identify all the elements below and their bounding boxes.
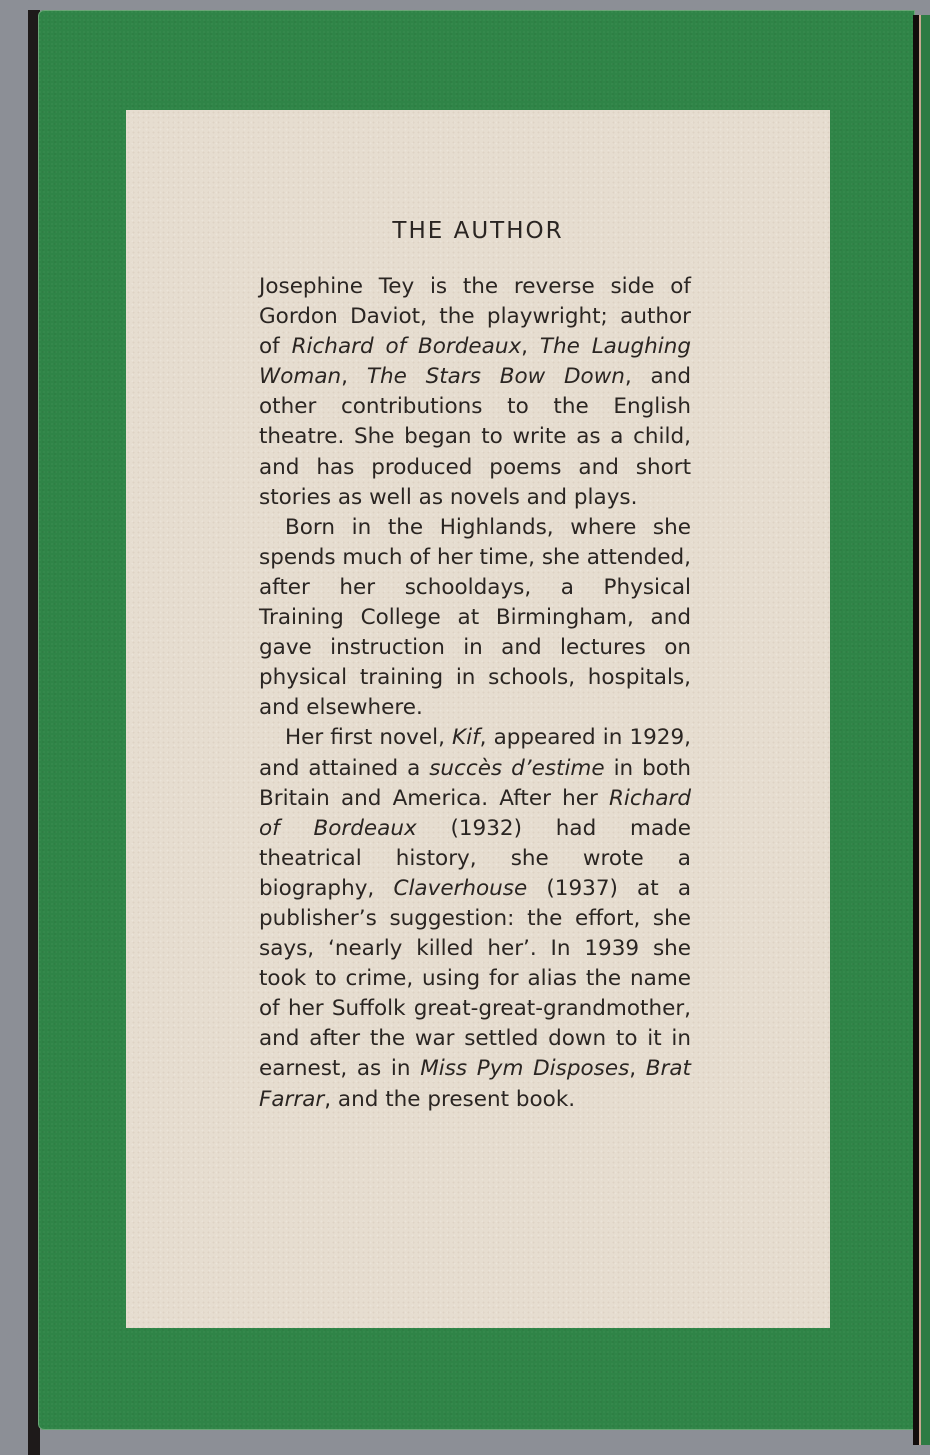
author-bio-text: [259, 272, 691, 1115]
italic-title: The Laughing Woman: [259, 334, 691, 390]
italic-title: Kif: [452, 725, 480, 751]
text-segment: ,: [341, 364, 367, 390]
author-bio-panel: [126, 110, 830, 1328]
adjacent-book-edge: [919, 15, 930, 1445]
text-segment: , and other contributions to the English theatre. She began to write as a child, and has produced poems and short stories as well as novels and plays.: [259, 364, 691, 510]
text-segment: Born in the Highlands, where she spends much of her time, she attended, after her schooldays, a Physical Training College at Birmingham, and gave instruction in and lectures on physical training in schools, hospitals, and elsewhere.: [259, 514, 691, 721]
italic-title: Richard of Bordeaux: [291, 334, 522, 360]
text-segment: , and the present book.: [324, 1086, 576, 1112]
bio-paragraph-3: [259, 723, 691, 1114]
italic-title: Brat Farrar: [259, 1056, 691, 1112]
text-segment: (1932) had made theatrical history, she wrote a biography,: [259, 815, 692, 901]
italic-title: succès d’estime: [429, 755, 605, 781]
bio-paragraph-1: [259, 272, 691, 513]
text-segment: , appeared in 1929, and attained a: [259, 725, 691, 781]
italic-title: Miss Pym Disposes: [420, 1056, 630, 1082]
text-segment: (1937) at a publisher’s suggestion: the effort, she says, ‘nearly killed her’. In 1939 she took to crime, using for alias the name of her Suffolk great-great-grandmother, and after the war settled down to it in earnest, as in: [259, 875, 691, 1082]
text-segment: Josephine Tey is the reverse side of Gordon Daviot, the playwright; author of: [259, 274, 691, 360]
text-segment: in both Britain and America. After her: [259, 755, 691, 811]
text-segment: Her first novel,: [285, 725, 453, 751]
text-segment: ,: [521, 334, 540, 360]
italic-title: Claverhouse: [393, 875, 528, 901]
bio-paragraph-2: [259, 513, 691, 724]
italic-title: The Stars Bow Down: [366, 364, 625, 390]
text-segment: ,: [629, 1056, 646, 1082]
panel-heading: THE AUTHOR: [392, 218, 564, 244]
italic-title: Richard of Bordeaux: [259, 785, 691, 841]
